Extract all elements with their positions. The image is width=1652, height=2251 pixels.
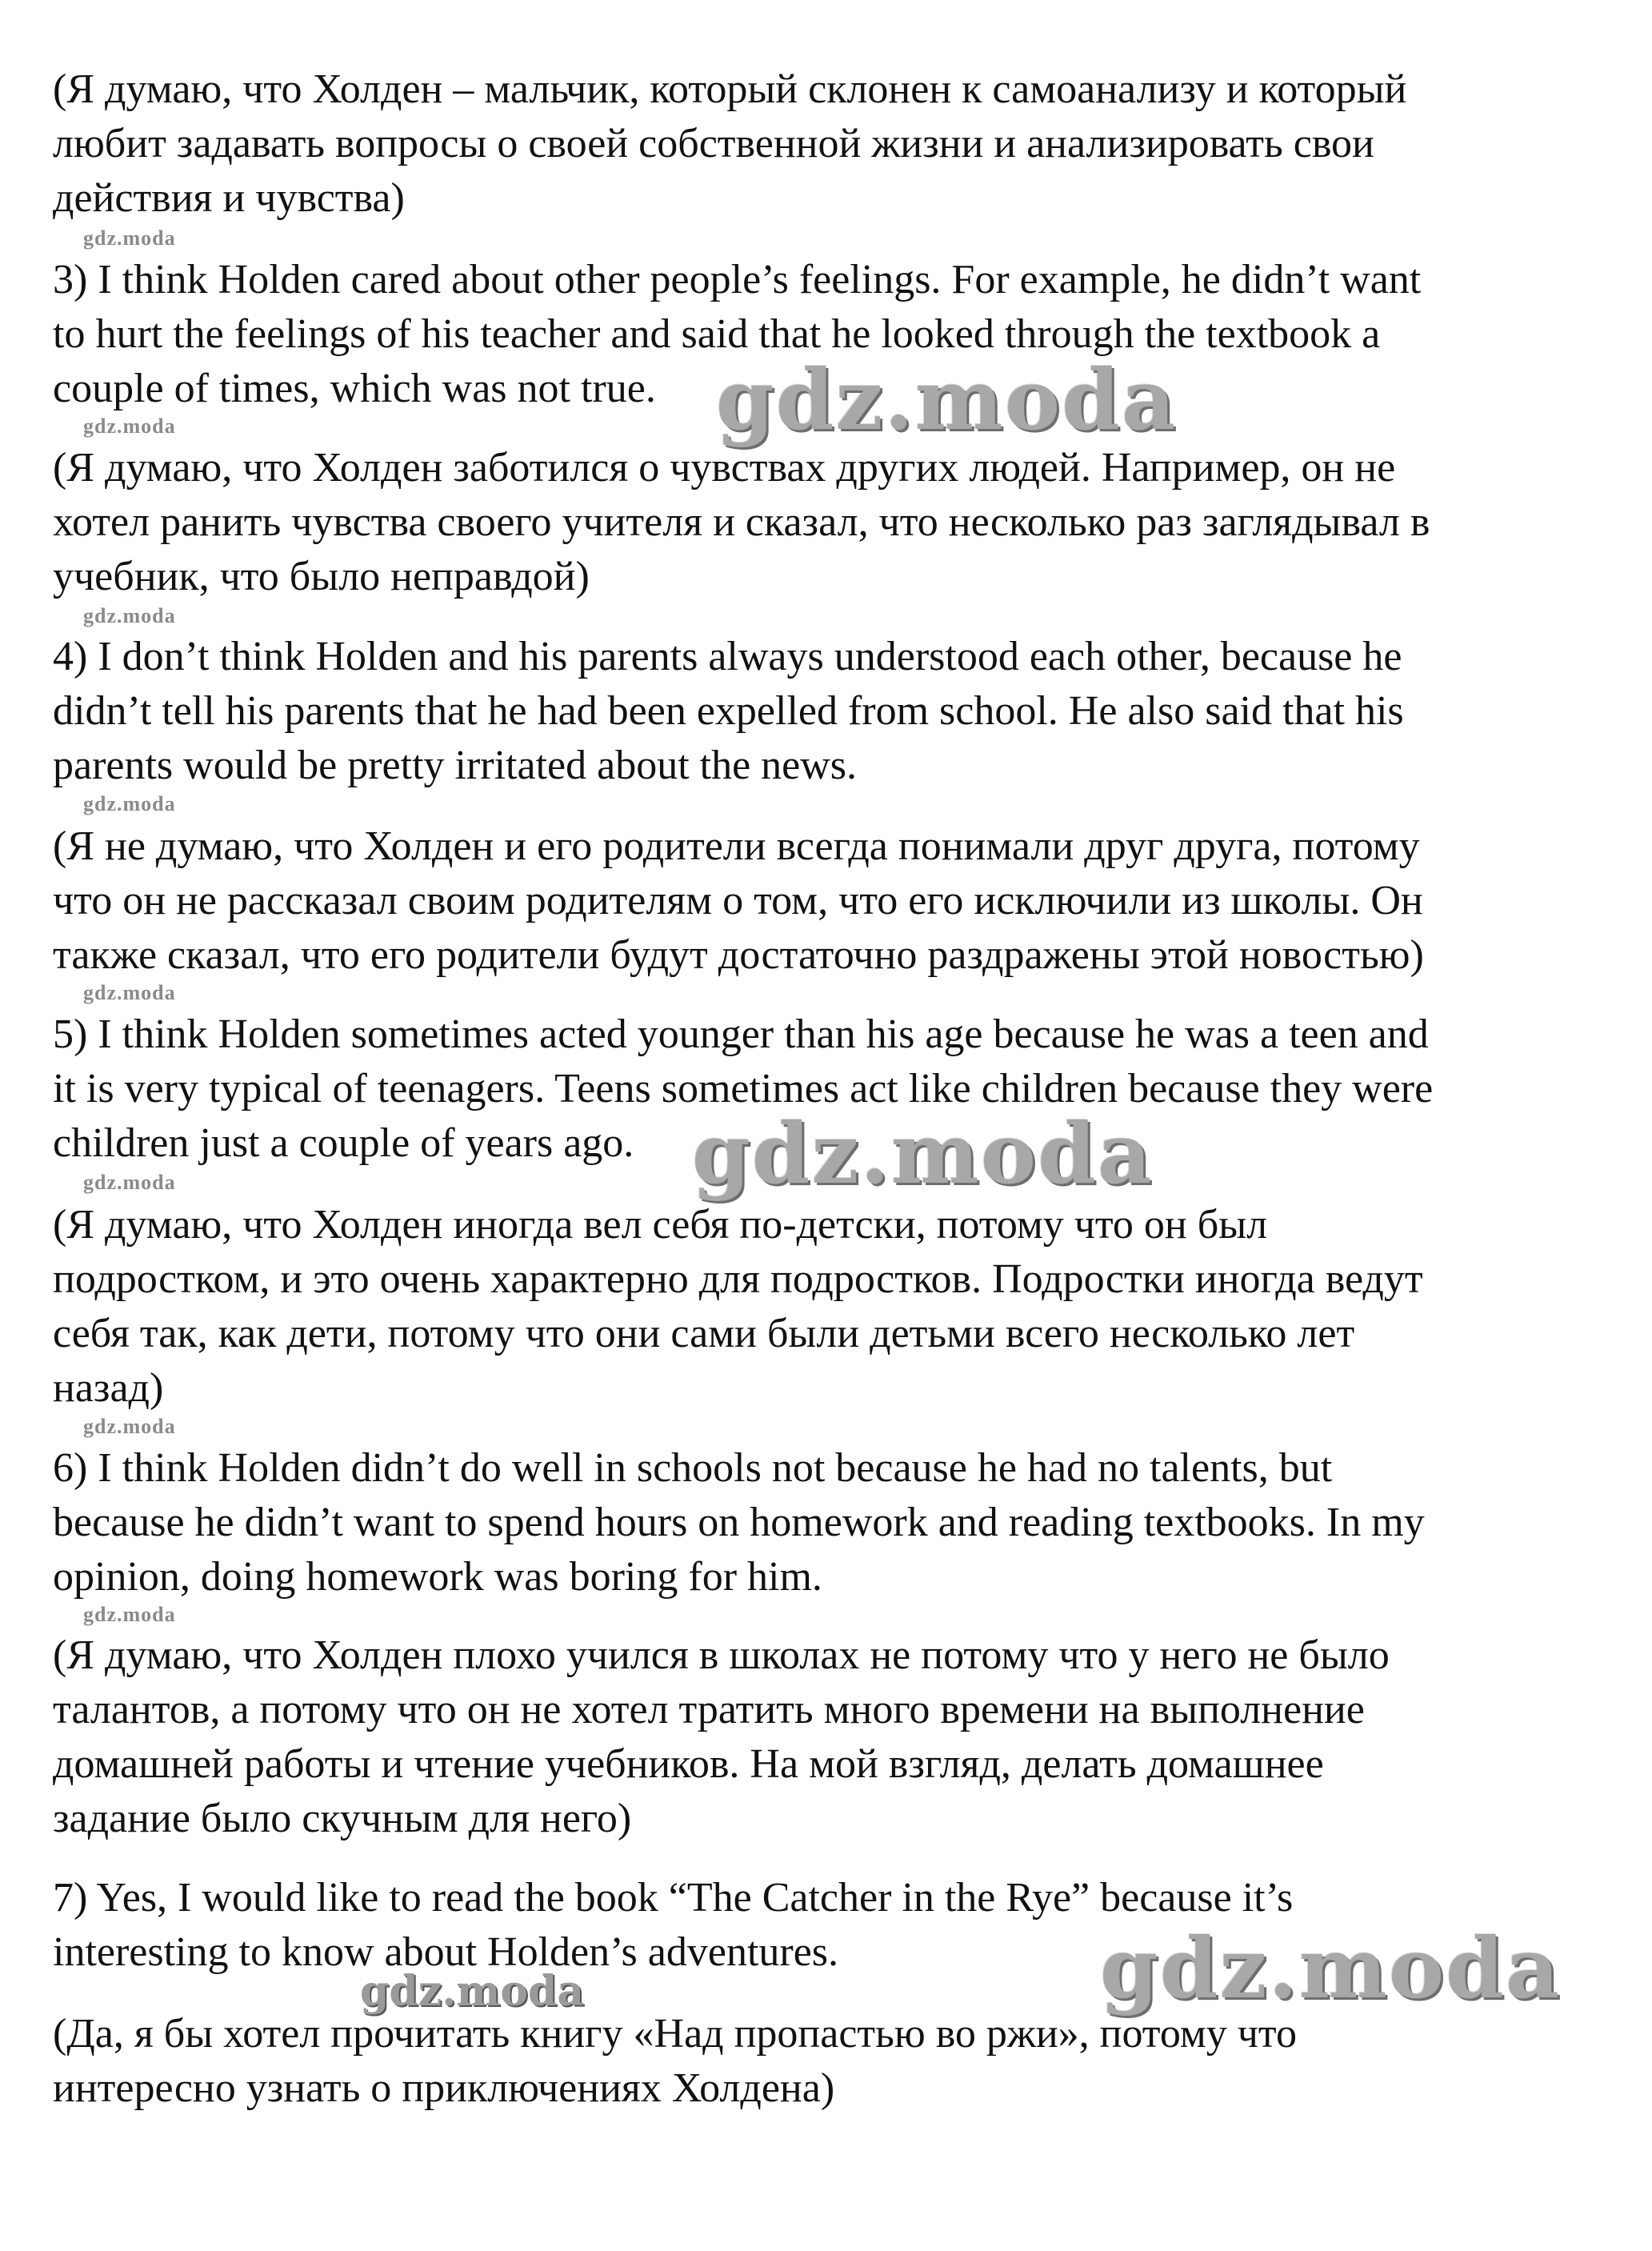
watermark-small: gdz.moda bbox=[83, 226, 176, 250]
watermark-small: gdz.moda bbox=[83, 604, 176, 627]
watermark-large: gdz.moda bbox=[692, 1104, 1154, 1203]
ru-answer-7: (Да, я бы хотел прочитать книгу «Над пропастью во ржи», потому что интересно узнать о приключениях Холдена) bbox=[53, 2011, 1297, 2111]
ru-answer-2: (Я думаю, что Холден – мальчик, который склонен к самоанализу и который любит задавать вопросы о своей собственной жизни и анализировать свои действия и чувства) bbox=[53, 66, 1407, 221]
en-answer-5: 5) I think Holden sometimes acted younger than his age because he was a teen and it is very typical of teenagers. Teens sometimes act like children because they were children just a couple of years ago. bbox=[53, 1011, 1434, 1166]
ru-answer-4: (Я не думаю, что Холден и его родители всегда понимали друг друга, потому что он не рассказал своим родителям о том, что его исключили из школы. Он также сказал, что его родители будут достаточно раздражены этой новостью) bbox=[53, 823, 1424, 978]
watermark-small: gdz.moda bbox=[83, 792, 176, 815]
ru-answer-5: (Я думаю, что Холден иногда вел себя по-детски, потому что он был подростком, и это очень характерно для подростков. Подростки иногда ведут себя так, как дети, потому что они сами были детьми всего несколько лет назад) bbox=[53, 1202, 1423, 1411]
watermark-small: gdz.moda bbox=[83, 1603, 176, 1626]
watermark-medium: gdz.moda bbox=[360, 1967, 585, 2016]
watermark-large: gdz.moda bbox=[716, 350, 1178, 449]
en-answer-3: 3) I think Holden cared about other people’s feelings. For example, he didn’t want to hurt the feelings of his teacher and said that he looked through the textbook a couple of times, which was not true. bbox=[53, 257, 1422, 411]
watermark-large: gdz.moda bbox=[1100, 1919, 1562, 2017]
en-answer-6: 6) I think Holden didn’t do well in schools not because he had no talents, but because he didn’t want to spend hours on homework and reading textbooks. In my opinion, doing homework was boring for him. bbox=[53, 1445, 1425, 1600]
watermark-small: gdz.moda bbox=[83, 415, 176, 438]
en-answer-7: 7) Yes, I would like to read the book “The Catcher in the Rye” because it’s interesting to know about Holden’s adventures. bbox=[53, 1875, 1294, 1975]
ru-answer-6: (Я думаю, что Холден плохо учился в школах не потому что у него не было талантов, а потому что он не хотел тратить много времени на выполнение домашней работы и чтение учебников. На мой взгляд, делать домашнее задание было скучным для него) bbox=[53, 1632, 1390, 1841]
ru-answer-3: (Я думаю, что Холден заботился о чувствах других людей. Например, он не хотел ранить чувства своего учителя и сказал, что несколько раз заглядывал в учебник, что было неправдой) bbox=[53, 445, 1430, 599]
watermark-small: gdz.moda bbox=[83, 1415, 176, 1438]
en-answer-4: 4) I don’t think Holden and his parents always understood each other, because he didn’t tell his parents that he had been expelled from school. He also said that his parents would be pretty irritated about the news. bbox=[53, 634, 1404, 788]
watermark-small: gdz.moda bbox=[83, 1171, 176, 1194]
watermark-small: gdz.moda bbox=[83, 981, 176, 1004]
